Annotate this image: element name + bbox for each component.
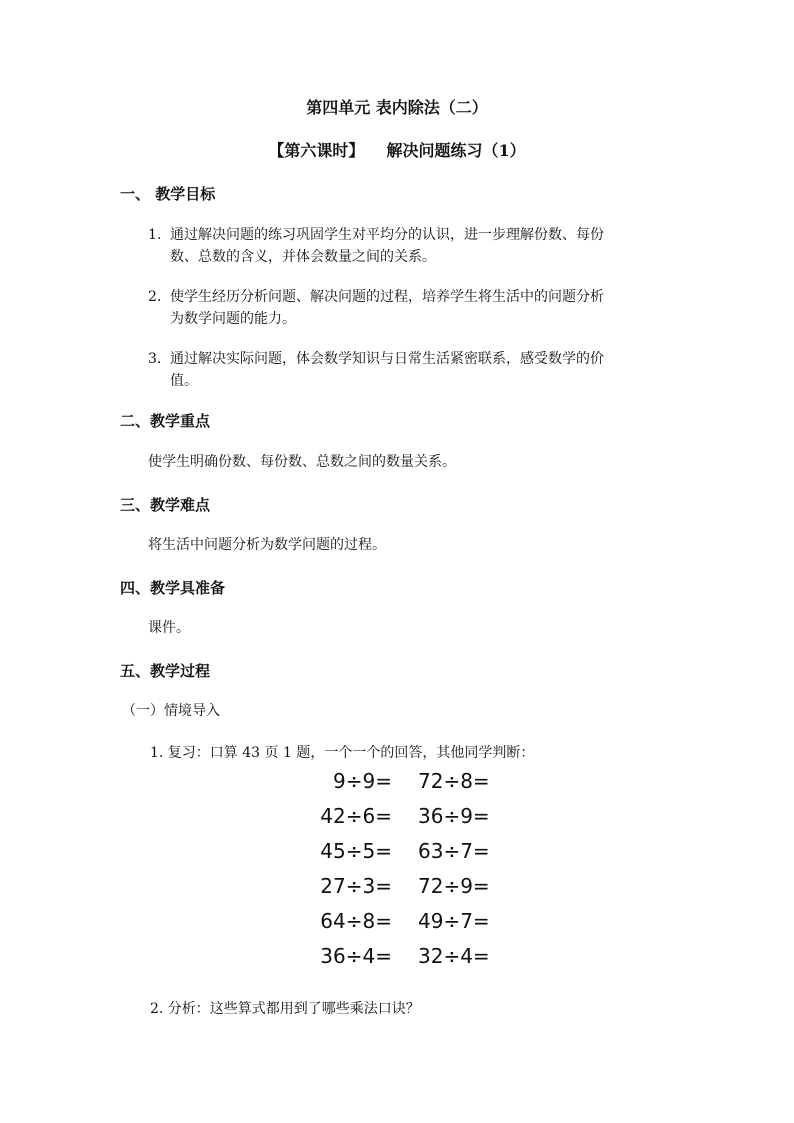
- preparation-text: 课件。: [148, 620, 190, 636]
- problem-right-6: 32÷4=: [418, 944, 490, 968]
- section-heading-preparation: 四、教学具准备: [120, 579, 226, 597]
- section-heading-difficulties: 三、教学难点: [120, 496, 211, 514]
- problem-left-4: 27÷3=: [320, 874, 392, 898]
- section-heading-key-points: 二、教学重点: [120, 412, 211, 430]
- section-heading-goals: 一、 教学目标: [120, 185, 216, 203]
- process-step-2: 2. 分析：这些算式都用到了哪些乘法口诀？: [150, 1001, 420, 1017]
- process-subheading: （一）情境导入: [122, 703, 220, 719]
- problem-left-5: 64÷8=: [320, 909, 392, 933]
- goal-text-line1: 通过解决问题的练习巩固学生对平均分的认识，进一步理解份数、每份: [170, 227, 604, 243]
- problem-right-5: 49÷7=: [418, 909, 490, 933]
- problem-right-2: 36÷9=: [418, 804, 490, 828]
- goal-number: 1.: [148, 227, 162, 243]
- goal-item-3: [148, 348, 678, 392]
- goal-text-line1: 使学生经历分析问题、解决问题的过程，培养学生将生活中的问题分析: [170, 289, 604, 305]
- problem-left-2: 42÷6=: [320, 804, 392, 828]
- process-step-1: 1. 复习：口算 43 页 1 题，一个一个的回答，其他同学判断：: [150, 745, 535, 761]
- goal-text-line2: 数、总数的含义，并体会数量之间的关系。: [170, 249, 436, 265]
- problem-left-3: 45÷5=: [320, 839, 392, 863]
- problem-left-1: 9÷9=: [333, 769, 392, 793]
- goal-text-line1: 通过解决实际问题，体会数学知识与日常生活紧密联系，感受数学的价: [170, 351, 604, 367]
- lesson-title-line: [0, 138, 794, 161]
- problem-right-1: 72÷8=: [418, 769, 490, 793]
- problem-left-6: 36÷4=: [320, 944, 392, 968]
- problem-right-3: 63÷7=: [418, 839, 490, 863]
- goal-number: 3.: [148, 351, 162, 367]
- goal-number: 2.: [148, 289, 162, 305]
- problem-right-4: 72÷9=: [418, 874, 490, 898]
- section-heading-process: 五、教学过程: [120, 662, 211, 680]
- key-points-text: 使学生明确份数、每份数、总数之间的数量关系。: [148, 454, 456, 470]
- difficulties-text: 将生活中问题分析为数学问题的过程。: [148, 537, 386, 553]
- unit-title: 第四单元 表内除法（二）: [306, 98, 488, 117]
- goal-text-line2: 值。: [170, 373, 198, 389]
- goal-item-2: [148, 286, 678, 330]
- lesson-tag: 【第六课时】: [268, 141, 365, 160]
- lesson-title: 解决问题练习（1）: [386, 141, 526, 160]
- goal-text-line2: 为数学问题的能力。: [170, 311, 296, 327]
- goal-item-1: [148, 224, 678, 268]
